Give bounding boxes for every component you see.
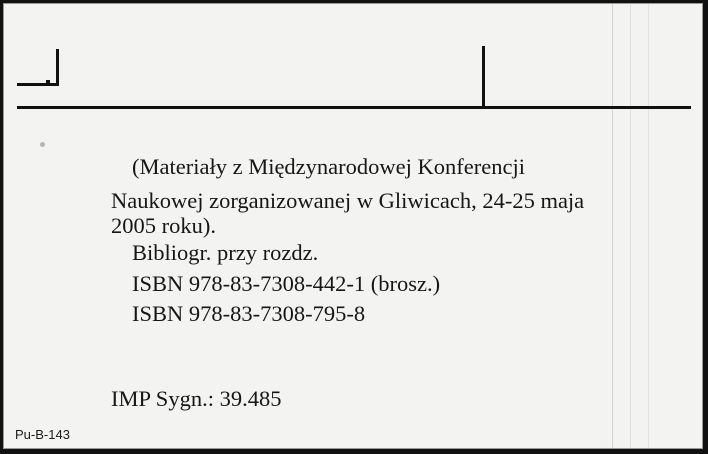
paper-speck [40,142,45,147]
signature-line: IMP Sygn.: 39.485 [111,386,282,411]
horizontal-rule [17,106,691,109]
vertical-tick-mark [482,46,485,108]
scan-artifact-line [630,4,631,449]
description-line-1: (Materiały z Międzynarodowej Konferencji [132,154,525,179]
corner-bracket-mark [17,49,59,86]
catalog-card [3,3,703,449]
scan-artifact-line [612,4,613,449]
description-line-2: Naukowej zorganizowanej w Gliwicach, 24-25 maja [111,188,585,213]
catalog-id: Pu-B-143 [15,427,70,442]
corner-dot-mark [46,80,50,83]
bibliography-note: Bibliogr. przy rozdz. [132,240,319,265]
isbn-line-2: ISBN 978-83-7308-795-8 [132,301,366,326]
isbn-line-1: ISBN 978-83-7308-442-1 (brosz.) [132,271,441,296]
scan-artifact-line [648,4,649,449]
description-line-3: 2005 roku). [111,213,216,238]
